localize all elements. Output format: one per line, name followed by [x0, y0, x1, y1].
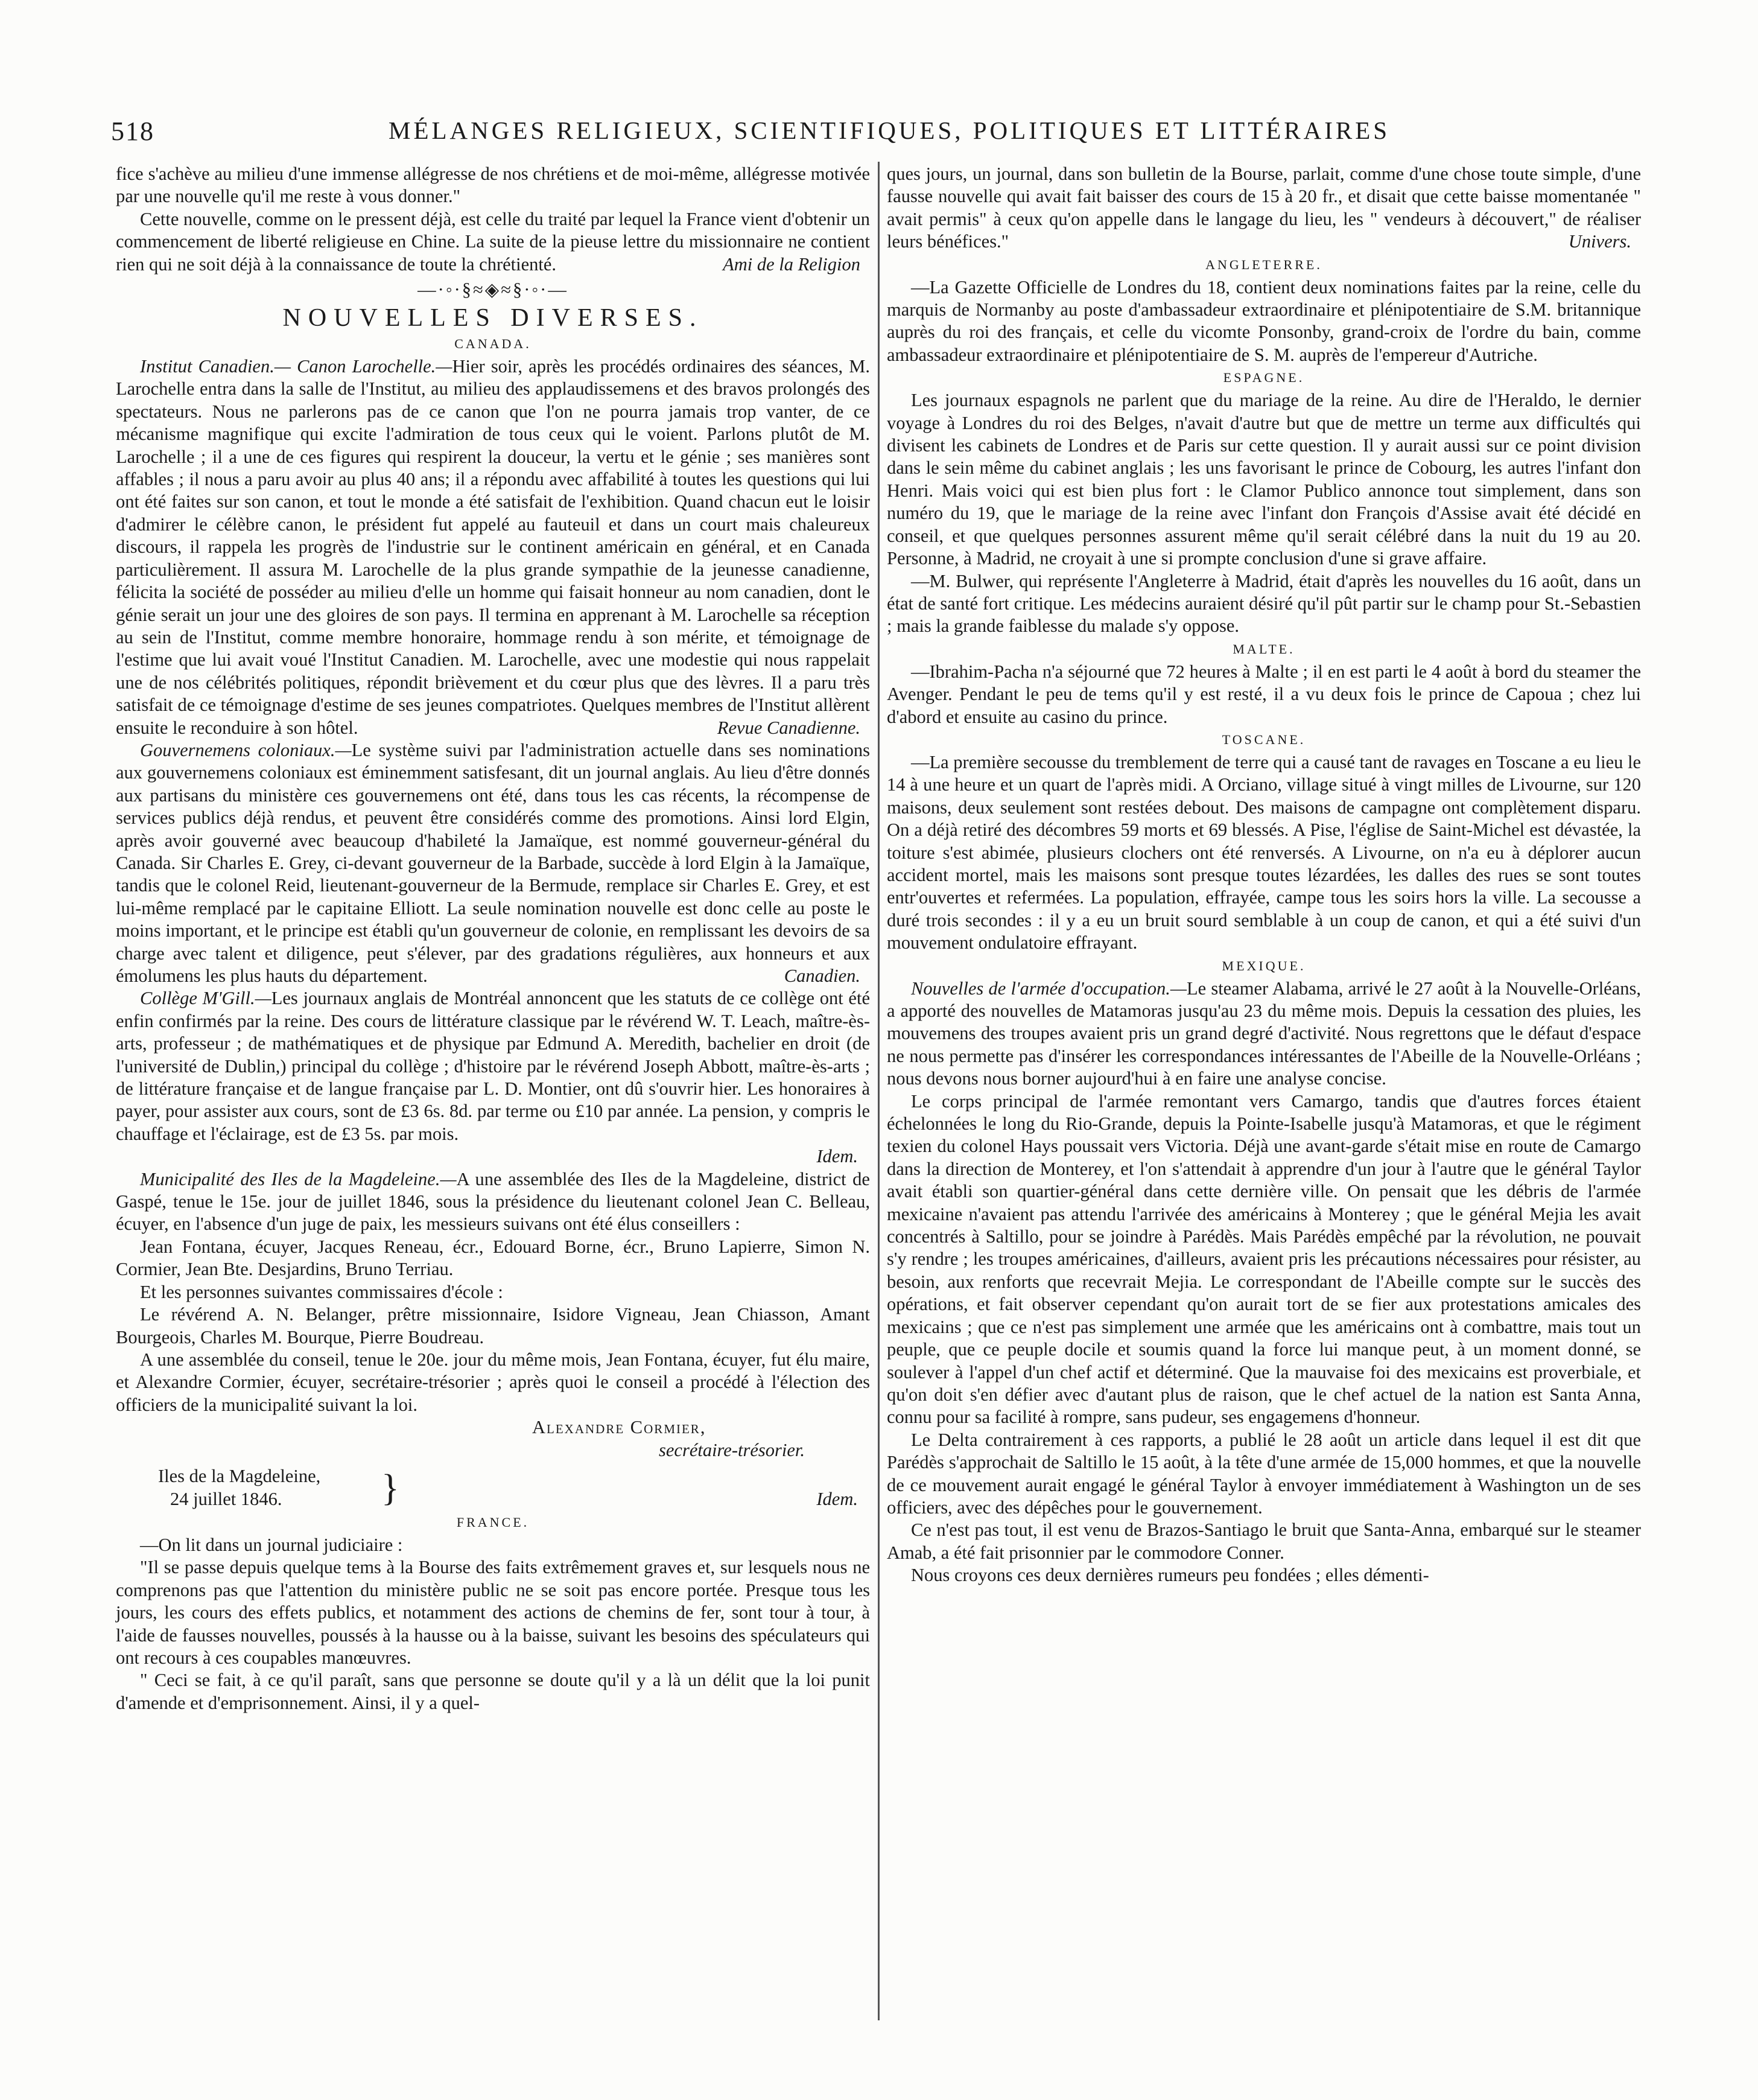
page-number: 518 — [111, 116, 154, 146]
gouvernemens-source: Canadien. — [784, 966, 860, 986]
college-source: Idem. — [816, 1146, 858, 1167]
column-divider — [878, 162, 880, 2020]
espagne-paragraph-2: —M. Bulwer, qui représente l'Angleterre à Madrid, était d'après les nouvelles du 16 août, dans un état de santé fort critique. Les médecins auraient désiré qu'il pût partir sur le champ pour St.-Sebastien ; mais la grande faiblesse du malade s'y oppose. — [887, 570, 1641, 637]
commissaires-list: Le révérend A. N. Belanger, prêtre missionnaire, Isidore Vigneau, Jean Chiasson, Amant Bourgeois, Charles M. Bourque, Pierre Boudreau. — [116, 1304, 870, 1348]
toscane-heading: TOSCANE. — [1222, 731, 1306, 747]
mexique-paragraph-5: Nous croyons ces deux dernières rumeurs peu fondées ; elles démenti- — [911, 1565, 1429, 1586]
malte-heading: MALTE. — [1233, 641, 1295, 657]
france-paragraph-3: " Ceci se fait, à ce qu'il paraît, sans que personne se doute qu'il y a là un délit que la loi punit d'amende et d'emprisonnement. Ainsi, il y a quel- — [116, 1670, 870, 1713]
municipalite-source: Idem. — [816, 1488, 858, 1509]
section-title: NOUVELLES DIVERSES. — [282, 304, 703, 332]
angleterre-heading: ANGLETERRE. — [1205, 256, 1322, 272]
mexique-paragraph-2: Le corps principal de l'armée remontant vers Camargo, tandis que d'autres forces étaient échelonnées le long du Rio-Grande, depuis la Pointe-Isabelle jusqu'à Matamoras, et que le régiment texien du colonel Hays poussait vers Victoria. Déjà une avant-garde s'était mise en route de Camargo dans la direction de Monterey, et l'on s'attendait à apprendre d'un jour à l'autre que le général Taylor avait établi son quartier-général dans cette dernière ville. On pensait que les débris de l'armée mexicaine n'avaient pas attendu l'arrivée des américains à Monterey ; que le général Mejia les avait concentrés à Saltillo, pour se joindre à Parédès. Mais Parédès empêché par la révolution, ne pouvait s'y rendre ; les troupes américaines, d'ailleurs, avaient pris les précautions nécessaires pour résister, au besoin, aux renforts que recevrait Mejia. Le correspondant de l'Abeille compte sur le succès des opérations, et fait observer cependant qu'on aurait tort de se fier aux protestations amicales des mexicains ; que ce n'est pas simplement une armée que les américains ont à combattre, mais tout un peuple, que ce peuple docile et soumis quand la force lui manque peut, à un moment donné, se soulever à l'appel d'un chef actif et déterminé. Que la mauvaise foi des mexicains est proverbiale, et qu'on doit s'en défier avec d'autant plus de raison, que le chef actuel de la nation est Santa Anna, connu pour sa facilité à rompre, sans pudeur, ses engagemens d'honneur. — [887, 1090, 1641, 1428]
malte-paragraph: —Ibrahim-Pacha n'a séjourné que 72 heures à Malte ; il en est parti le 4 août à bord du steamer the Avenger. Pendant le peu de tems qu'il y est resté, il a vu deux fois le prince de Capoua ; chez lui d'abord et ensuite au casino du prince. — [887, 661, 1641, 727]
intro-paragraph-1: fice s'achève au milieu d'une immense allégresse de nos chrétiens et de moi-même, allégresse motivée par une nouvelle qu'il me reste à vous donner." — [116, 164, 870, 207]
right-column — [887, 163, 1641, 1587]
page-header — [111, 116, 1668, 158]
municipalite-text: A une assemblée des Iles de la Magdeleine, district de Gaspé, tenue le 15e. jour de juillet 1846, sous la présidence du lieutenant colonel Jean C. Belleau, écuyer, en l'absence d'un juge de paix, les messieurs suivans ont été élus conseillers : — [116, 1168, 870, 1235]
gouvernemens-text: Le système suivi par l'administration actuelle dans ses nominations aux gouvernemens coloniaux est éminemment satisfesant, dit un journal anglais. Au lieu d'être donnés aux partisans du ministère ces gouvernemens ont été, dans tous les cas récents, la récompense de services publics déjà rendus, et peuvent être considérés comme des promotions. Ainsi lord Elgin, après avoir gouverné avec beaucoup d'habileté la Jamaïque, est nommé gouverneur-général du Canada. Sir Charles E. Grey, ci-devant gouverneur de la Barbade, succède à lord Elgin à la Jamaïque, tandis que le colonel Reid, lieutenant-gouverneur de la Bermude, remplace sir Charles E. Grey, et est lui-même remplacé par le capitaine Elliott. La seule nomination nouvelle est donc celle au poste le moins important, et le principe est établi qu'un gouverneur de colonie, en remplissant les devoirs de sa charge avec talent et diligence, peut s'élever, par des gradations régulières, aux honneurs et aux émolumens les plus hauts du département. — [116, 739, 870, 986]
intro-paragraph-2 — [116, 208, 870, 276]
toscane-paragraph: —La première secousse du tremblement de terre qui a causé tant de ravages en Toscane a eu lieu le 14 à une heure et un quart de l'après midi. A Orciano, village situé à vingt milles de Livourne, sur 120 maisons, deux seulement sont restées debout. Des maisons de campagne ont complètement disparu. On a déjà retiré des décombres 59 morts et 69 blessés. A Pise, l'église de Saint-Michel est dévastée, la toiture s'est abimée, plusieurs clochers ont été renversés. A Livourne, on n'a eu à déplorer aucun accident mortel, mais les maisons sont presque toutes lézardées, les dalles des rues se sont toutes entr'ouvertes et refermées. La population, effrayée, campe tous les soirs hors la ville. La secousse a duré trois secondes : il y a eu un bruit sourd semblable à un coup de canon, et qui a été suivi d'un mouvement ondulatoire effrayant. — [887, 751, 1641, 953]
signature-name: Alexandre Cormier, — [532, 1417, 706, 1438]
left-column — [116, 163, 870, 1714]
espagne-heading: ESPAGNE. — [1223, 370, 1305, 386]
institut-source: Revue Canadienne. — [717, 717, 860, 738]
dateline-place: Iles de la Magdeleine, — [158, 1465, 321, 1486]
france-paragraph-2: "Il se passe depuis quelque tems à la Bourse des faits extrêmement graves et, sur lesquels nous ne comprenons pas que l'attention du ministère public ne se soit pas encore portée. Presque tous les jours, les cours des effets publics, et notamment des actions de chemins de fer, sont tour à tour, à l'aide de fausses nouvelles, poussés à la hausse ou à la baisse, suivant les besoins des spéculateurs qui ont recours à ces coupables manœuvres. — [116, 1557, 870, 1668]
brace-glyph: } — [381, 1467, 399, 1509]
conseillers-list: Jean Fontana, écuyer, Jacques Reneau, écr., Edouard Borne, écr., Bruno Lapierre, Simon N. Cormier, Jean Bte. Desjardins, Bruno Terriau. — [116, 1236, 870, 1280]
mexique-paragraph-3: Le Delta contrairement à ces rapports, a publié le 28 août un article dans lequel il est dit que Parédès s'approchait de Saltillo le 15 août, à la tête d'une armée de 15,000 hommes, et que la nouvelle de ce mouvement aurait engagé le général Taylor à envoyer immédiatement à Washington un de ses officiers, avec des dépêches pour le gouvernement. — [887, 1429, 1641, 1518]
municipalite-title: Municipalité des Iles de la Magdeleine.— — [140, 1168, 457, 1189]
mexique-heading: MEXIQUE. — [1222, 958, 1306, 973]
institut-title: Institut Canadien.— Canon Larochelle.— — [140, 356, 452, 377]
institut-article — [116, 355, 870, 739]
mexique-paragraph-4: Ce n'est pas tout, il est venu de Brazos-Santiago le bruit que Santa-Anna, embarqué sur le steamer Amab, a été fait prisonnier par le commodore Conner. — [887, 1519, 1641, 1563]
college-text: Les journaux anglais de Montréal annoncent que les statuts de ce collège ont été enfin confirmés par la reine. Des cours de littérature classique par le révérend W. T. Leach, maître-ès-arts, professeur ; de mathématiques et de physique par Edmund A. Meredith, bachelier en droit (de l'université de Dublin,) principal du collège ; d'histoire par le révérend Joseph Abbott, maître-ès-arts ; de littérature française et de langue française par L. D. Montier, ont dû s'ouvrir hier. Les honoraires à payer, pour assister aux cours, sont de £3 6s. 8d. par terme ou £10 par année. La pension, y compris le chauffage et l'éclairage, est de £3 5s. par mois. — [116, 988, 870, 1144]
signature-title: secrétaire-trésorier. — [659, 1439, 805, 1460]
gouvernemens-article — [116, 739, 870, 987]
commissaires-intro: Et les personnes suivantes commissaires d'école : — [140, 1281, 503, 1302]
running-title: MÉLANGES RELIGIEUX, SCIENTIFIQUES, POLITIQUES ET LITTÉRAIRES — [389, 116, 1391, 144]
dateline — [116, 1465, 870, 1511]
conseil-paragraph: A une assemblée du conseil, tenue le 20e. jour du même mois, Jean Fontana, écuyer, fut élu maire, et Alexandre Cormier, écuyer, secrétaire-trésorier ; après quoi le conseil a procédé à l'élection des officiers de la municipalité suivant la loi. — [116, 1349, 870, 1415]
france-cont-text: ques jours, un journal, dans son bulletin de la Bourse, parlait, comme d'une chose toute simple, d'une fausse nouvelle qui avait fait baisser des cours de 15 à 20 fr., et disait que cette baisse momentanée " avait permis" à ceux qu'on appelle dans le langage du lieu, les " vendeurs à découvert," de réaliser leurs bénéfices." — [887, 164, 1641, 252]
mexique-title: Nouvelles de l'armée d'occupation.— — [911, 978, 1187, 999]
mexique-paragraph-1 — [887, 978, 1641, 1090]
france-paragraph-1: —On lit dans un journal judiciaire : — [140, 1534, 403, 1555]
municipalite-article — [116, 1168, 870, 1236]
mexique-text-1: Le steamer Alabama, arrivé le 27 août à la Nouvelle-Orléans, a apporté des nouvelles de Matamoras jusqu'au 23 du même mois. Depuis la cessation des pluies, les mouvemens des troupes avaient pris un grand degré d'activité. Nous regrettons que le défaut d'espace ne nous permette pas d'insérer les correspondances intéressantes de l'Abeille de la Nouvelle-Orléans ; nous devons nous borner aujourd'hui à en faire une analyse concise. — [887, 978, 1641, 1089]
intro-text: Cette nouvelle, comme on le pressent déjà, est celle du traité par lequel la France vient d'obtenir un commencement de liberté religieuse en Chine. La suite de la pieuse lettre du missionnaire ne contient rien qui ne soit déjà à la connaissance de toute la chrétienté. — [116, 208, 870, 275]
angleterre-paragraph: —La Gazette Officielle de Londres du 18, contient deux nominations faites par la reine, celle du marquis de Normanby au poste d'ambassadeur extraordinaire et plénipotentiaire de S.M. britannique auprès du roi des français, et celle du vicomte Ponsonby, grand-croix de l'ordre du bain, comme ambassadeur extraordinaire et plénipotentiaire de S. M. auprès de l'empereur d'Autriche. — [887, 276, 1641, 365]
espagne-paragraph-1: Les journaux espagnols ne parlent que du mariage de la reine. Au dire de l'Heraldo, le dernier voyage à Londres du roi des Belges, n'avait d'autre but que de mettre un terme aux difficultés qui divisent les cabinets de Londres et de Paris sur cette question. Il y aurait aussi sur ce point division dans le sein même du cabinet anglais ; les uns favorisant le prince de Cobourg, les autres l'infant don Henri. Mais voici qui est bien plus fort : le Clamor Publico annonce tout simplement, dans son numéro du 19, que le mariage de la reine avec l'infant don François d'Assise avait été décidé en conseil, et que quelques personnes assurent même qu'il serait célébré dans la nuit du 19 au 20. Personne, à Madrid, ne croyait à une si prompte conclusion d'une si grave affaire. — [887, 390, 1641, 569]
ornament-divider: —·◦·§≈◈≈§·◦·— — [417, 279, 568, 301]
dateline-date: 24 juillet 1846. — [170, 1488, 282, 1509]
france-continuation — [887, 163, 1641, 253]
intro-source: Ami de la Religion — [723, 253, 860, 275]
france-source: Univers. — [1568, 231, 1631, 252]
college-article — [116, 987, 870, 1145]
institut-text: Hier soir, après les procédés ordinaires des séances, M. Larochelle entra dans la salle de l'Institut, au milieu des applaudissemens et des bravos prolongés des spectateurs. Nous ne parlerons pas de ce canon que l'on ne pourra jamais trop vanter, de ce mécanisme magnifique qui excite l'admiration de tous ceux qui le voient. Parlons plutôt de M. Larochelle ; il a une de ces figures qui respirent la douceur, la vertu et le génie ; ses manières sont affables ; il nous a paru avoir au plus 40 ans; il a répondu avec affabilité à toutes les questions qui lui ont été faites sur son canon, et tout le monde a été satisfait de l'exhibition. Quand chacun eut le loisir d'admirer le célèbre canon, le président fut appelé au fauteuil et dans un court mais chaleureux discours, il rappela les progrès de l'industrie sur le continent américain en général, et en Canada particulièrement. Il assura M. Larochelle de la plus grande sympathie de la jeunesse canadienne, félicita la société de posséder au milieu d'elle un homme qui faisait honneur au nom canadien, dont le génie serait un jour une des gloires de son pays. Il termina en apprenant à M. Larochelle sa réception au sein de l'Institut, comme membre honoraire, hommage rendu à son mérite, et témoignage de l'estime que lui avait voué l'Institut Canadien. M. Larochelle, avec une modestie qui nous rappelait une de nos célébrités politiques, répondit brièvement et du cœur plus que des lèvres. Il a paru très satisfait de ce témoignage d'estime de ses jeunes compatriotes. Quelques membres de l'Institut allèrent ensuite le reconduire à son hôtel. — [116, 356, 871, 738]
france-heading: FRANCE. — [456, 1514, 530, 1530]
canada-heading: CANADA. — [454, 336, 532, 352]
gouvernemens-title: Gouvernemens coloniaux.— — [140, 739, 352, 760]
college-title: Collège M'Gill.— — [140, 988, 271, 1009]
